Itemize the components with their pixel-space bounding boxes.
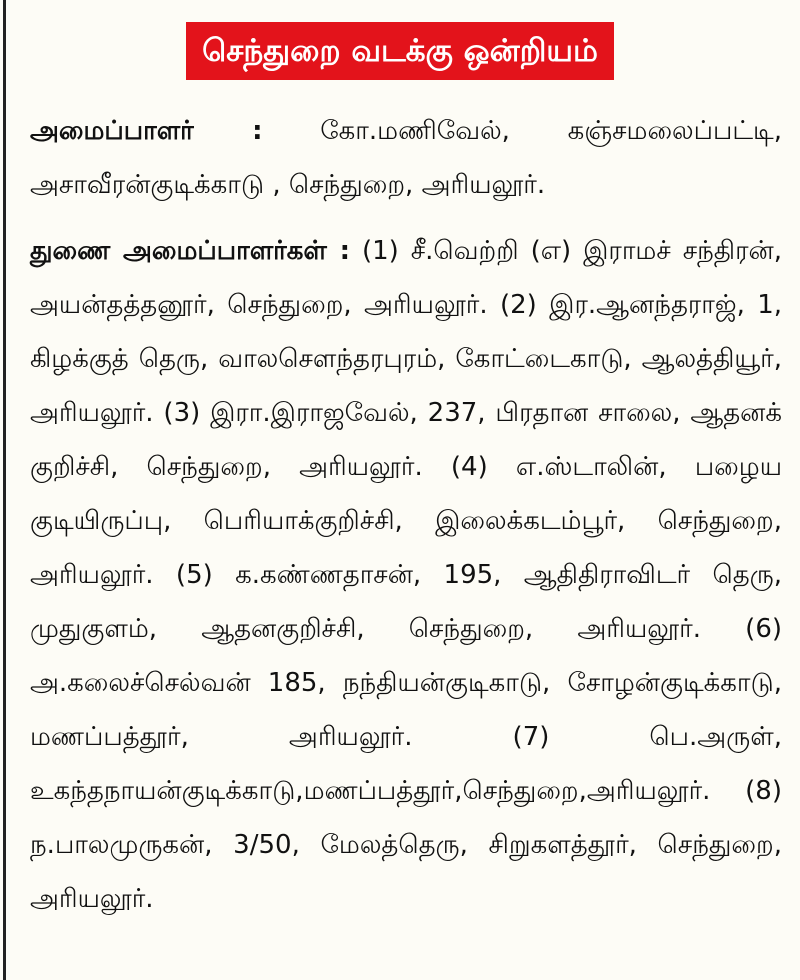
title-banner xyxy=(0,22,800,80)
deputy-paragraph xyxy=(30,224,782,926)
deputy-entry-1: (1) சீ.வெற்றி (எ) இராமச் சந்திரன், அயன்தத்தனூர், செந்துறை, அரியலூர். xyxy=(30,236,782,320)
deputy-label: துணை அமைப்பாளர்கள் : xyxy=(30,236,350,266)
deputy-entry-7: (7) பெ.அருள், உகந்தநாயன்குடிக்காடு,மணப்பத்தூர்,செந்துறை,அரியலூர். xyxy=(30,722,782,806)
document-body xyxy=(30,104,782,926)
deputy-entry-8: (8) ந.பாலமுருகன், 3/50, மேலத்தெரு, சிறுகளத்தூர், செந்துறை, அரியலூர். xyxy=(30,776,782,914)
deputy-entry-2: (2) இர.ஆனந்தராஜ், 1, கிழக்குத் தெரு, வாலசௌந்தரபுரம், கோட்டைகாடு, ஆலத்தியூர், அரியலூர். xyxy=(30,290,783,428)
deputy-entry-4: (4) எ.ஸ்டாலின், பழைய குடியிருப்பு, பெரியாக்குறிச்சி, இலைக்கடம்பூர், செந்துறை, அரியலூர். xyxy=(30,452,782,590)
organizer-label: அமைப்பாளர் : xyxy=(30,116,263,146)
organizer-paragraph xyxy=(30,104,782,212)
deputy-entry-3: (3) இரா.இராஜவேல், 237, பிரதான சாலை, ஆதனக் குறிச்சி, செந்துறை, அரியலூர். xyxy=(30,398,783,482)
organizer-details: கோ.மணிவேல், கஞ்சமலைப்பட்டி, அசாவீரன்குடிக்காடு , செந்துறை, அரியலூர். xyxy=(30,116,782,200)
deputy-entry-5: (5) க.கண்ணதாசன், 195, ஆதிதிராவிடர் தெரு, முதுகுளம், ஆதனகுறிச்சி, செந்துறை, அரியலூர். xyxy=(30,560,782,644)
page-left-border xyxy=(3,0,6,980)
page-title: செந்துறை வடக்கு ஒன்றியம் xyxy=(186,22,614,80)
deputy-entry-6: (6) அ.கலைச்செல்வன் 185, நந்தியன்குடிகாடு, சோழன்குடிக்காடு, மணப்பத்தூர், அரியலூர். xyxy=(30,614,783,752)
